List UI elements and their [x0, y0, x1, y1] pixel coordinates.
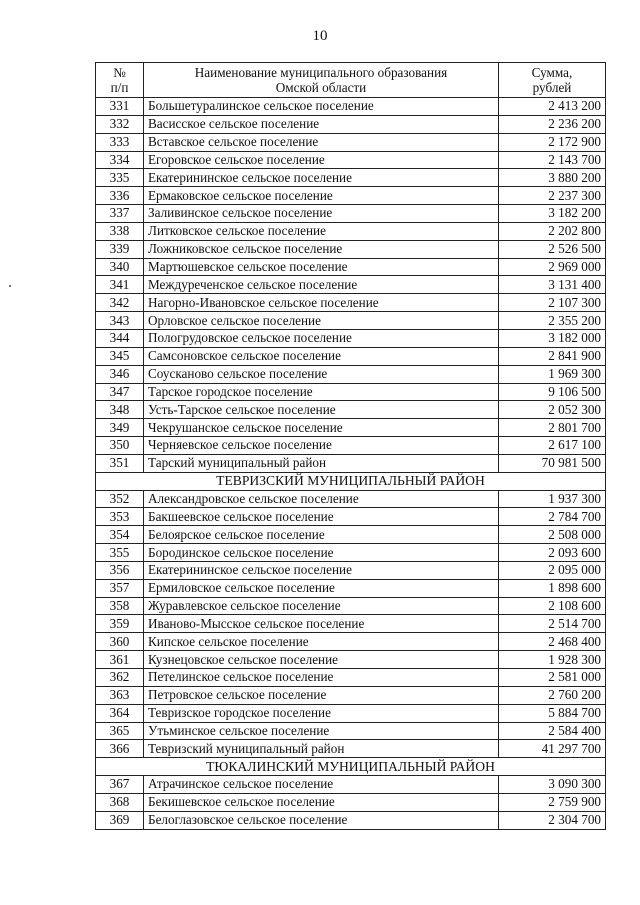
- table-row: [96, 704, 606, 722]
- row-sum-cell: 2 095 000: [499, 561, 606, 579]
- table-row: [96, 205, 606, 223]
- table-row: [96, 276, 606, 294]
- table-row: [96, 740, 606, 758]
- section-title: ТЮКАЛИНСКИЙ МУНИЦИПАЛЬНЫЙ РАЙОН: [96, 758, 606, 776]
- table-row: [96, 793, 606, 811]
- row-sum-cell: 2 514 700: [499, 615, 606, 633]
- table-row: [96, 561, 606, 579]
- table-body: [96, 98, 606, 830]
- table-row: [96, 240, 606, 258]
- row-sum-cell: 3 182 000: [499, 329, 606, 347]
- row-name-cell: Тарский муниципальный район: [144, 454, 499, 472]
- row-number-cell: 355: [96, 544, 144, 562]
- row-sum-cell: 3 880 200: [499, 169, 606, 187]
- row-name-cell: Литковское сельское поселение: [144, 222, 499, 240]
- row-name-cell: Петелинское сельское поселение: [144, 669, 499, 687]
- row-number-cell: 357: [96, 579, 144, 597]
- row-number-cell: 351: [96, 454, 144, 472]
- row-name-cell: Вставское сельское поселение: [144, 133, 499, 151]
- section-row: [96, 758, 606, 776]
- row-number-cell: 339: [96, 240, 144, 258]
- row-name-cell: Ермиловское сельское поселение: [144, 579, 499, 597]
- section-title: ТЕВРИЗСКИЙ МУНИЦИПАЛЬНЫЙ РАЙОН: [96, 472, 606, 490]
- row-sum-cell: 1 969 300: [499, 365, 606, 383]
- row-name-cell: Тевризский муниципальный район: [144, 740, 499, 758]
- row-number-cell: 344: [96, 329, 144, 347]
- row-number-cell: 352: [96, 490, 144, 508]
- row-sum-cell: 2 584 400: [499, 722, 606, 740]
- row-number-cell: 368: [96, 793, 144, 811]
- row-sum-cell: 1 937 300: [499, 490, 606, 508]
- row-name-cell: Кипское сельское поселение: [144, 633, 499, 651]
- row-sum-cell: 2 801 700: [499, 419, 606, 437]
- row-sum-cell: 2 093 600: [499, 544, 606, 562]
- row-number-cell: 336: [96, 187, 144, 205]
- row-sum-cell: 2 304 700: [499, 811, 606, 829]
- page-number: 10: [312, 28, 328, 44]
- row-number-cell: 332: [96, 115, 144, 133]
- row-number-cell: 366: [96, 740, 144, 758]
- row-sum-cell: 2 581 000: [499, 669, 606, 687]
- row-sum-cell: 2 760 200: [499, 686, 606, 704]
- row-number-cell: 369: [96, 811, 144, 829]
- row-number-cell: 359: [96, 615, 144, 633]
- table-row: [96, 615, 606, 633]
- row-name-cell: Белоярское сельское поселение: [144, 526, 499, 544]
- row-name-cell: Иваново-Мысское сельское поселение: [144, 615, 499, 633]
- row-number-cell: 346: [96, 365, 144, 383]
- table-row: [96, 347, 606, 365]
- section-row: [96, 472, 606, 490]
- row-name-cell: Бекишевское сельское поселение: [144, 793, 499, 811]
- row-number-cell: 340: [96, 258, 144, 276]
- table-row: [96, 98, 606, 116]
- row-number-cell: 341: [96, 276, 144, 294]
- table-row: [96, 151, 606, 169]
- table-row: [96, 776, 606, 794]
- row-name-cell: Ложниковское сельское поселение: [144, 240, 499, 258]
- row-number-cell: 335: [96, 169, 144, 187]
- row-number-cell: 347: [96, 383, 144, 401]
- row-number-cell: 363: [96, 686, 144, 704]
- row-sum-cell: 2 202 800: [499, 222, 606, 240]
- table-row: [96, 169, 606, 187]
- table-row: [96, 115, 606, 133]
- row-number-cell: 331: [96, 98, 144, 116]
- row-number-cell: 348: [96, 401, 144, 419]
- row-sum-cell: 2 108 600: [499, 597, 606, 615]
- row-name-cell: Александровское сельское поселение: [144, 490, 499, 508]
- table-row: [96, 222, 606, 240]
- row-name-cell: Петровское сельское поселение: [144, 686, 499, 704]
- row-number-cell: 358: [96, 597, 144, 615]
- row-name-cell: Междуреченское сельское поселение: [144, 276, 499, 294]
- row-number-cell: 333: [96, 133, 144, 151]
- row-number-cell: 342: [96, 294, 144, 312]
- row-sum-cell: 2 052 300: [499, 401, 606, 419]
- header-name-text: Наименование муниципального образования Омской области: [194, 65, 448, 95]
- header-num: [96, 63, 144, 98]
- row-sum-cell: 2 526 500: [499, 240, 606, 258]
- row-sum-cell: 2 355 200: [499, 312, 606, 330]
- row-name-cell: Егоровское сельское поселение: [144, 151, 499, 169]
- scan-speck: [9, 285, 11, 287]
- header-sum-text: Сумма, рублей: [531, 65, 573, 95]
- row-name-cell: Нагорно-Ивановское сельское поселение: [144, 294, 499, 312]
- table-row: [96, 258, 606, 276]
- row-number-cell: 362: [96, 669, 144, 687]
- table-row: [96, 490, 606, 508]
- row-name-cell: Пологрудовское сельское поселение: [144, 329, 499, 347]
- row-name-cell: Бородинское сельское поселение: [144, 544, 499, 562]
- row-name-cell: Васисское сельское поселение: [144, 115, 499, 133]
- row-number-cell: 361: [96, 651, 144, 669]
- row-name-cell: Самсоновское сельское поселение: [144, 347, 499, 365]
- row-sum-cell: 2 969 000: [499, 258, 606, 276]
- table-row: [96, 544, 606, 562]
- row-number-cell: 356: [96, 561, 144, 579]
- table-row: [96, 669, 606, 687]
- row-name-cell: Екатерининское сельское поселение: [144, 169, 499, 187]
- header-num-text: № п/п: [110, 65, 129, 95]
- row-name-cell: Атрачинское сельское поселение: [144, 776, 499, 794]
- table-row: [96, 294, 606, 312]
- row-sum-cell: 2 759 900: [499, 793, 606, 811]
- row-number-cell: 353: [96, 508, 144, 526]
- table-row: [96, 686, 606, 704]
- row-sum-cell: 2 413 200: [499, 98, 606, 116]
- row-sum-cell: 1 928 300: [499, 651, 606, 669]
- row-name-cell: Усть-Тарское сельское поселение: [144, 401, 499, 419]
- table-row: [96, 651, 606, 669]
- row-sum-cell: 2 172 900: [499, 133, 606, 151]
- header-sum: [499, 63, 606, 98]
- table-row: [96, 187, 606, 205]
- row-sum-cell: 2 784 700: [499, 508, 606, 526]
- table-row: [96, 383, 606, 401]
- row-sum-cell: 1 898 600: [499, 579, 606, 597]
- row-name-cell: Большетуралинское сельское поселение: [144, 98, 499, 116]
- table-row: [96, 508, 606, 526]
- table-row: [96, 329, 606, 347]
- row-name-cell: Бакшеевское сельское поселение: [144, 508, 499, 526]
- row-number-cell: 345: [96, 347, 144, 365]
- row-number-cell: 338: [96, 222, 144, 240]
- row-name-cell: Тарское городское поселение: [144, 383, 499, 401]
- row-number-cell: 343: [96, 312, 144, 330]
- row-number-cell: 364: [96, 704, 144, 722]
- row-number-cell: 360: [96, 633, 144, 651]
- row-sum-cell: 3 090 300: [499, 776, 606, 794]
- table-row: [96, 312, 606, 330]
- header-name: [144, 63, 499, 98]
- table-row: [96, 811, 606, 829]
- row-name-cell: Екатерининское сельское поселение: [144, 561, 499, 579]
- row-name-cell: Черняевское сельское поселение: [144, 437, 499, 455]
- row-number-cell: 365: [96, 722, 144, 740]
- row-number-cell: 367: [96, 776, 144, 794]
- table-header: [96, 63, 606, 98]
- row-sum-cell: 2 508 000: [499, 526, 606, 544]
- row-name-cell: Журавлевское сельское поселение: [144, 597, 499, 615]
- table-row: [96, 454, 606, 472]
- table-row: [96, 526, 606, 544]
- row-sum-cell: 2 143 700: [499, 151, 606, 169]
- row-name-cell: Чекрушанское сельское поселение: [144, 419, 499, 437]
- row-sum-cell: 2 107 300: [499, 294, 606, 312]
- row-number-cell: 337: [96, 205, 144, 223]
- row-number-cell: 349: [96, 419, 144, 437]
- table-row: [96, 597, 606, 615]
- table-row: [96, 365, 606, 383]
- row-name-cell: Заливинское сельское поселение: [144, 205, 499, 223]
- row-sum-cell: 5 884 700: [499, 704, 606, 722]
- row-sum-cell: 2 617 100: [499, 437, 606, 455]
- row-sum-cell: 41 297 700: [499, 740, 606, 758]
- row-name-cell: Белоглазовское сельское поселение: [144, 811, 499, 829]
- row-name-cell: Орловское сельское поселение: [144, 312, 499, 330]
- row-number-cell: 334: [96, 151, 144, 169]
- table-row: [96, 722, 606, 740]
- budget-allocation-table: [95, 62, 606, 830]
- row-name-cell: Ермаковское сельское поселение: [144, 187, 499, 205]
- table-row: [96, 419, 606, 437]
- table-row: [96, 401, 606, 419]
- row-sum-cell: 2 468 400: [499, 633, 606, 651]
- row-number-cell: 354: [96, 526, 144, 544]
- table-row: [96, 633, 606, 651]
- row-name-cell: Утьминское сельское поселение: [144, 722, 499, 740]
- row-number-cell: 350: [96, 437, 144, 455]
- row-name-cell: Мартюшевское сельское поселение: [144, 258, 499, 276]
- row-sum-cell: 2 236 200: [499, 115, 606, 133]
- row-name-cell: Кузнецовское сельское поселение: [144, 651, 499, 669]
- row-sum-cell: 3 131 400: [499, 276, 606, 294]
- table-row: [96, 579, 606, 597]
- row-sum-cell: 2 237 300: [499, 187, 606, 205]
- row-sum-cell: 3 182 200: [499, 205, 606, 223]
- row-sum-cell: 70 981 500: [499, 454, 606, 472]
- row-name-cell: Тевризское городское поселение: [144, 704, 499, 722]
- row-sum-cell: 2 841 900: [499, 347, 606, 365]
- table-row: [96, 437, 606, 455]
- row-sum-cell: 9 106 500: [499, 383, 606, 401]
- table-row: [96, 133, 606, 151]
- row-name-cell: Соусканово сельское поселение: [144, 365, 499, 383]
